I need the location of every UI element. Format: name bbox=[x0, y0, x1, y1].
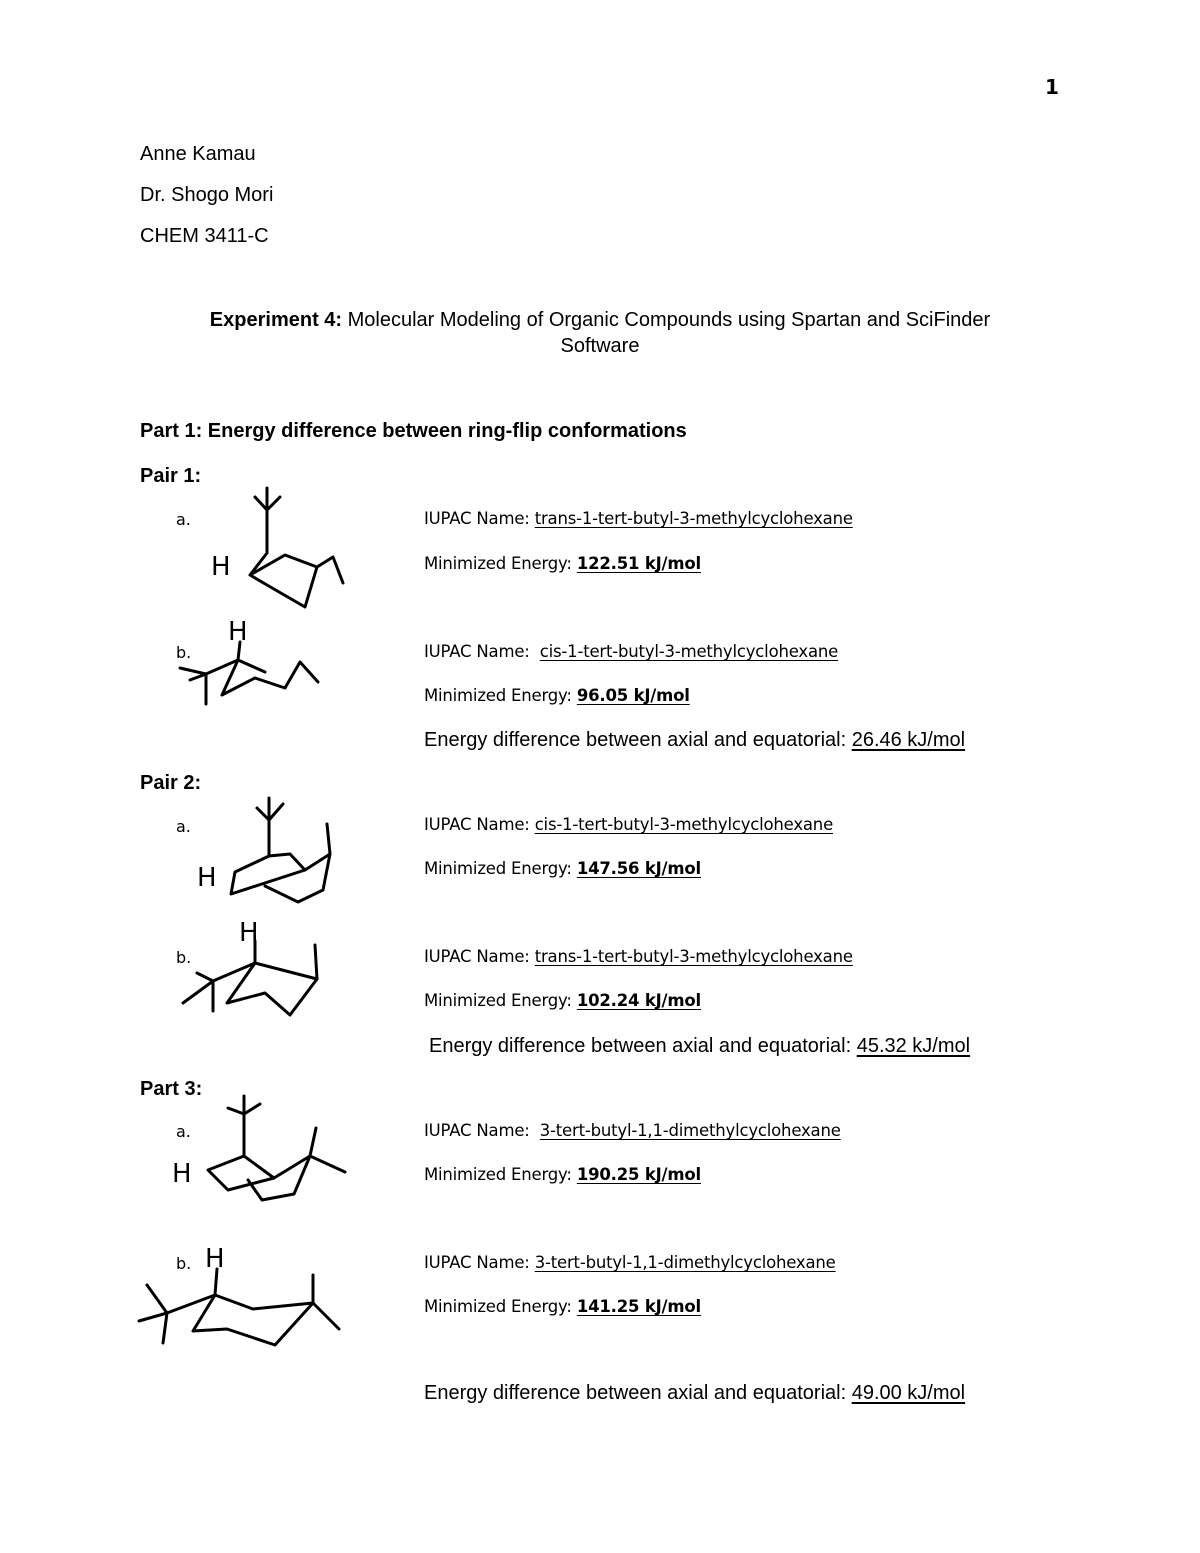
pair2-a-iupac: IUPAC Name: cis-1-tert-butyl-3-methylcyclohexane bbox=[424, 815, 834, 834]
pair1-b-structure bbox=[170, 612, 330, 712]
pair2-difference: Energy difference between axial and equatorial: 45.32 kJ/mol bbox=[429, 1035, 971, 1057]
pair1-a-energy: Minimized Energy: 122.51 kJ/mol bbox=[424, 554, 701, 573]
part3-a-energy: Minimized Energy: 190.25 kJ/mol bbox=[424, 1165, 701, 1184]
energy-value: 147.56 kJ/mol bbox=[576, 859, 701, 878]
pair2-heading: Pair 2: bbox=[140, 772, 202, 794]
iupac-name-value: cis-1-tert-butyl-3-methylcyclohexane bbox=[534, 815, 834, 834]
pair1-heading: Pair 1: bbox=[140, 465, 202, 487]
part3-a-letter: a. bbox=[176, 1122, 191, 1141]
pair2-a-structure bbox=[195, 790, 345, 910]
iupac-name-value: 3-tert-butyl-1,1-dimethylcyclohexane bbox=[539, 1121, 841, 1140]
pair1-a-letter: a. bbox=[176, 510, 191, 529]
experiment-title: Molecular Modeling of Organic Compounds using Spartan and SciFinder Software bbox=[342, 309, 991, 357]
pair1-difference: Energy difference between axial and equatorial: 26.46 kJ/mol bbox=[424, 729, 966, 751]
energy-value: 190.25 kJ/mol bbox=[576, 1165, 701, 1184]
part3-b-energy: Minimized Energy: 141.25 kJ/mol bbox=[424, 1297, 701, 1316]
pair1-b-letter: b. bbox=[176, 643, 192, 662]
difference-value: 26.46 kJ/mol bbox=[851, 729, 966, 751]
energy-value: 141.25 kJ/mol bbox=[576, 1297, 701, 1316]
iupac-name-value: 3-tert-butyl-1,1-dimethylcyclohexane bbox=[534, 1253, 836, 1272]
energy-value: 102.24 kJ/mol bbox=[576, 991, 701, 1010]
pair1-b-energy: Minimized Energy: 96.05 kJ/mol bbox=[424, 686, 690, 705]
page-number: 1 bbox=[1045, 75, 1059, 99]
part3-a-iupac: IUPAC Name: 3-tert-butyl-1,1-dimethylcyclohexane bbox=[424, 1121, 841, 1140]
part1-heading: Part 1: Energy difference between ring-flip conformations bbox=[140, 420, 687, 442]
part3-b-letter: b. bbox=[176, 1254, 192, 1273]
pair1-b-iupac: IUPAC Name: cis-1-tert-butyl-3-methylcyclohexane bbox=[424, 642, 839, 661]
iupac-name-value: cis-1-tert-butyl-3-methylcyclohexane bbox=[539, 642, 839, 661]
part3-b-iupac: IUPAC Name: 3-tert-butyl-1,1-dimethylcyclohexane bbox=[424, 1253, 836, 1272]
iupac-name-value: trans-1-tert-butyl-3-methylcyclohexane bbox=[534, 947, 853, 966]
page-title bbox=[0, 307, 1200, 359]
energy-value: 96.05 kJ/mol bbox=[576, 686, 690, 705]
part3-a-structure bbox=[170, 1090, 355, 1210]
hydrogen-label: H bbox=[197, 863, 217, 893]
part3-difference: Energy difference between axial and equatorial: 49.00 kJ/mol bbox=[424, 1382, 966, 1404]
part3-heading: Part 3: bbox=[140, 1078, 203, 1100]
iupac-name-value: trans-1-tert-butyl-3-methylcyclohexane bbox=[534, 509, 853, 528]
pair2-b-letter: b. bbox=[176, 948, 192, 967]
hydrogen-label: H bbox=[239, 918, 259, 948]
pair2-a-letter: a. bbox=[176, 817, 191, 836]
hydrogen-label: H bbox=[228, 617, 248, 647]
author-name: Anne Kamau bbox=[140, 143, 256, 165]
energy-value: 122.51 kJ/mol bbox=[576, 554, 701, 573]
pair2-a-energy: Minimized Energy: 147.56 kJ/mol bbox=[424, 859, 701, 878]
pair2-b-energy: Minimized Energy: 102.24 kJ/mol bbox=[424, 991, 701, 1010]
difference-value: 45.32 kJ/mol bbox=[856, 1035, 971, 1057]
part3-b-structure bbox=[135, 1235, 345, 1355]
pair2-b-iupac: IUPAC Name: trans-1-tert-butyl-3-methylcyclohexane bbox=[424, 947, 853, 966]
experiment-label: Experiment 4: bbox=[209, 309, 343, 331]
course-code: CHEM 3411-C bbox=[140, 225, 269, 247]
instructor-name: Dr. Shogo Mori bbox=[140, 184, 274, 206]
hydrogen-label: H bbox=[211, 552, 231, 582]
hydrogen-label: H bbox=[172, 1159, 192, 1189]
difference-value: 49.00 kJ/mol bbox=[851, 1382, 966, 1404]
pair1-a-structure bbox=[205, 485, 355, 615]
pair2-b-structure bbox=[175, 915, 335, 1025]
hydrogen-label: H bbox=[205, 1244, 225, 1274]
pair1-a-iupac: IUPAC Name: trans-1-tert-butyl-3-methylcyclohexane bbox=[424, 509, 853, 528]
